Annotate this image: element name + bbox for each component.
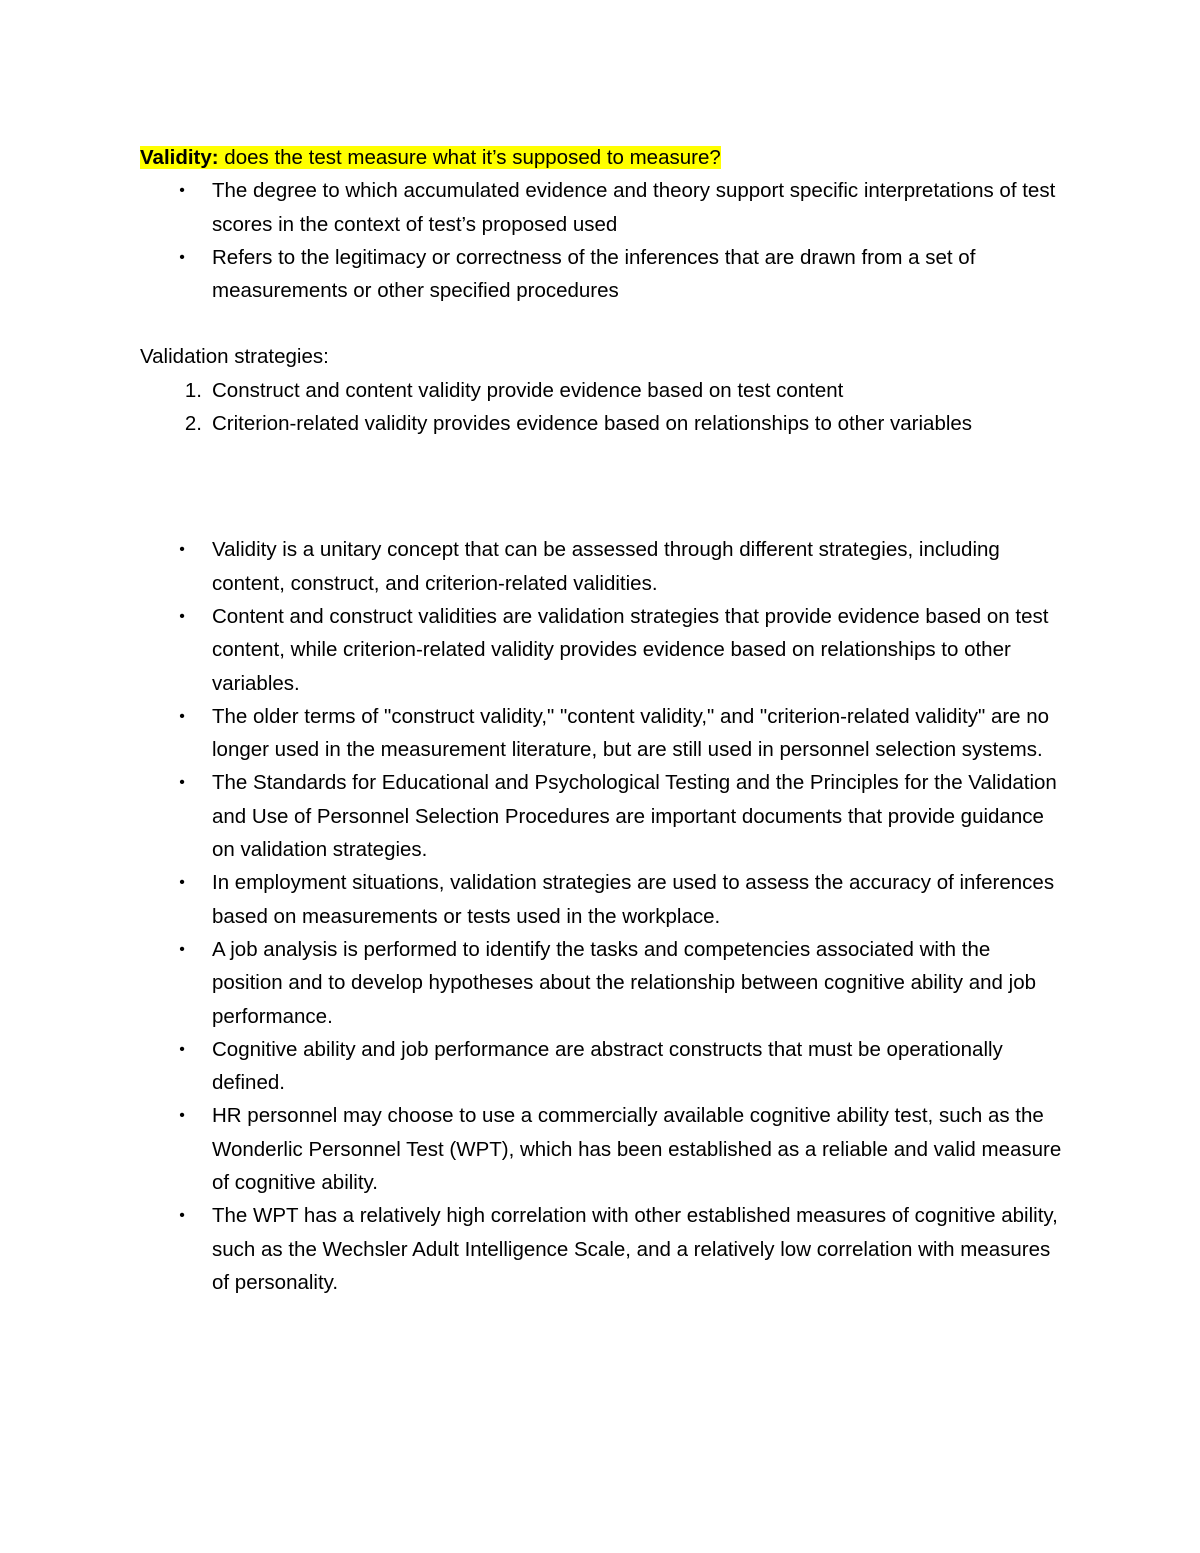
- bullet-icon: •: [179, 1040, 185, 1058]
- bullet-icon: •: [179, 248, 185, 266]
- bullet-icon: •: [179, 707, 185, 725]
- list-item: [140, 1199, 1065, 1299]
- list-item-text: Refers to the legitimacy or correctness of the inferences that are drawn from a set of measurements or other specified procedures: [212, 245, 976, 303]
- strategies-title: Validation strategies:: [140, 345, 329, 369]
- blank-line: [140, 307, 1065, 340]
- list-item: [140, 174, 1065, 241]
- list-item: [140, 700, 1065, 767]
- bullet-icon: •: [179, 1107, 185, 1125]
- list-item-text: The degree to which accumulated evidence and theory support specific interpretations of test scores in the context of test’s proposed used: [212, 179, 1056, 236]
- list-item: [140, 1033, 1065, 1100]
- list-item-text: The WPT has a relatively high correlation with other established measures of cognitive ability, such as the Wechsler Adult Intelligence Scale, and a relatively low correlation with measures of personality.: [212, 1204, 1058, 1294]
- bullet-icon: •: [179, 541, 185, 559]
- list-item-text: Cognitive ability and job performance are abstract constructs that must be operationally defined.: [212, 1037, 1003, 1095]
- list-item-text: In employment situations, validation strategies are used to assess the accuracy of inferences based on measurements or tests used in the workplace.: [212, 871, 1055, 928]
- list-item: [140, 600, 1065, 700]
- list-number: 1.: [184, 378, 202, 402]
- list-item: [140, 766, 1065, 866]
- list-item-text: Validity is a unitary concept that can be assessed through different strategies, including content, construct, and criterion-related validities.: [212, 538, 1000, 595]
- bullet-icon: •: [179, 874, 185, 892]
- list-item-text: Criterion-related validity provides evidence based on relationships to other variables: [212, 412, 973, 436]
- bullet-icon: •: [179, 607, 185, 625]
- list-item: [140, 1099, 1065, 1199]
- list-item-text: The older terms of "construct validity," "content validity," and "criterion-related validity" are no longer used in the measurement literature, but are still used in personnel selection systems.: [212, 704, 1050, 762]
- highlighted-heading: [140, 146, 721, 169]
- validity-heading: [140, 141, 1065, 174]
- list-item-text: A job analysis is performed to identify the tasks and competencies associated with the position and to develop hypotheses about the relationship between cognitive ability and job performance.: [212, 937, 1036, 1028]
- list-item-text: Content and construct validities are validation strategies that provide evidence based on test content, while criterion-related validity provides evidence based on relationships to other variables.: [212, 604, 1049, 695]
- notes-list: [140, 533, 1065, 1299]
- document-body: [140, 141, 1065, 1299]
- list-item: [140, 374, 1065, 407]
- bullet-icon: •: [179, 182, 185, 200]
- heading-label: Validity:: [140, 146, 219, 169]
- definition-list: [140, 174, 1065, 307]
- bullet-icon: •: [179, 1207, 185, 1225]
- strategies-list: [140, 374, 1065, 441]
- list-item: [140, 533, 1065, 600]
- list-item: [140, 933, 1065, 1033]
- list-number: 2.: [184, 412, 202, 436]
- bullet-icon: •: [179, 774, 185, 792]
- list-item-text: The Standards for Educational and Psychological Testing and the Principles for the Validation and Use of Personnel Selection Procedures are important documents that provide guidance on validation strategies.: [212, 771, 1057, 862]
- list-item: [140, 241, 1065, 308]
- list-item: [140, 407, 1065, 440]
- list-item-text: Construct and content validity provide evidence based on test content: [212, 378, 844, 402]
- list-item-text: HR personnel may choose to use a commercially available cognitive ability test, such as the Wonderlic Personnel Test (WPT), which has been established as a reliable and valid measure of cognitive ability.: [212, 1104, 1062, 1195]
- blank-lines: [140, 440, 1065, 533]
- heading-question: does the test measure what it’s supposed to measure?: [218, 146, 721, 169]
- list-item: [140, 866, 1065, 933]
- bullet-icon: •: [179, 940, 185, 958]
